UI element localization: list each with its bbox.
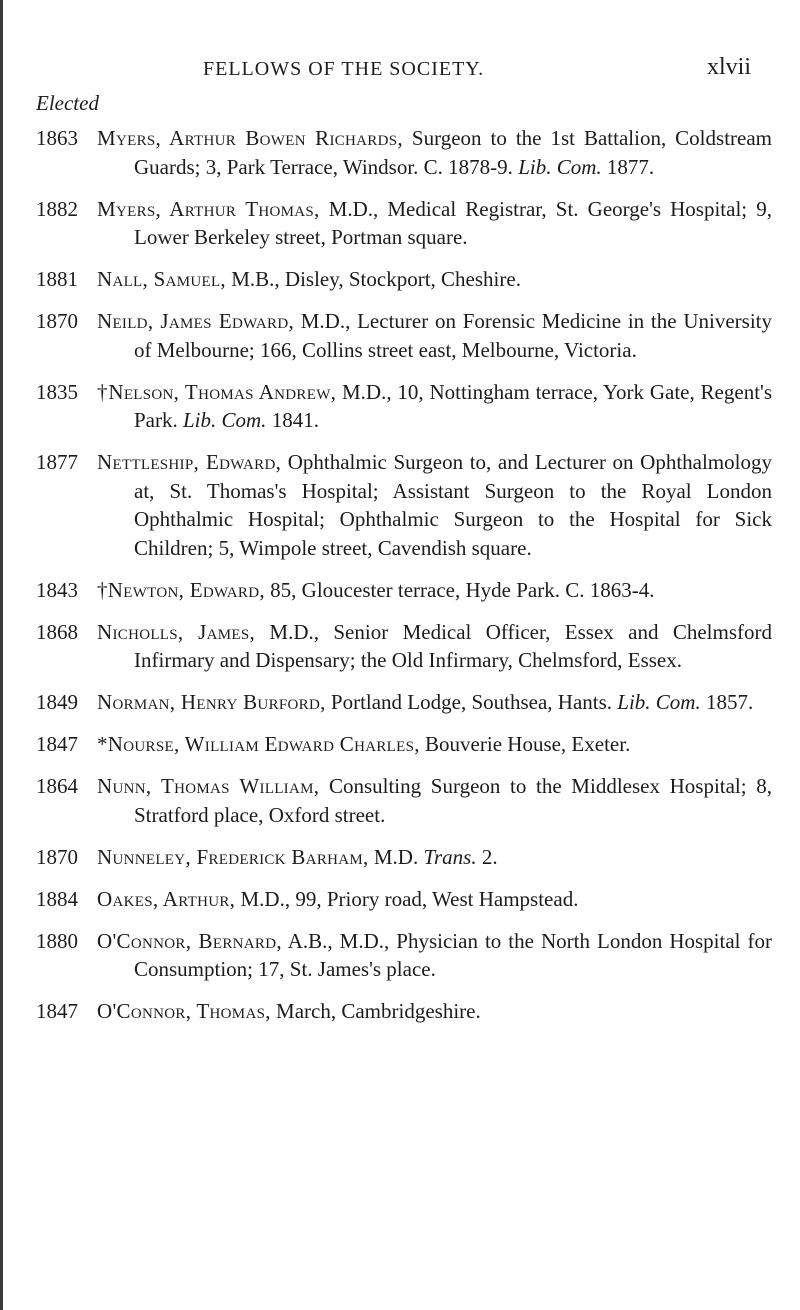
fellow-name: O'Connor, Thomas, [97, 999, 271, 1023]
fellow-details: M.D., 99, Priory road, West Hampstead. [235, 886, 579, 911]
page-header [0, 54, 800, 84]
election-year: 1884 [36, 886, 78, 911]
page-number: xlvii [707, 54, 752, 80]
list-item [0, 997, 800, 1026]
election-year: 1863 [36, 126, 78, 150]
entry-text [97, 885, 772, 914]
list-item [0, 885, 800, 914]
fellow-name: O'Connor, Bernard, [97, 928, 282, 953]
publication-year: 2. [476, 844, 498, 869]
entry-text [97, 997, 772, 1026]
fellow-details: M.D. [368, 844, 424, 869]
entry-text [97, 265, 772, 294]
entry-text [97, 772, 772, 829]
fellow-name: Oakes, Arthur, [97, 886, 236, 911]
election-year: 1849 [36, 690, 78, 714]
running-head: FELLOWS OF THE SOCIETY. [203, 58, 485, 80]
list-item [0, 576, 800, 605]
fellow-details: Surgeon to the 1st Battalion, Coldstream Guards; 3, Park Terrace, Windsor. C. 1878-9. [134, 126, 772, 179]
fellow-name: Nettleship, Edward, [97, 450, 282, 474]
election-year: 1877 [36, 450, 78, 474]
entry-text [97, 688, 772, 717]
fellow-details: A.B., M.D., Physician to the North London Hospital for Consumption; 17, St. James's place. [134, 928, 772, 981]
fellow-details: M.B., Disley, Stockport, Cheshire. [225, 267, 521, 291]
fellow-name: Myers, Arthur Thomas, [97, 196, 320, 221]
fellow-details: March, Cambridgeshire. [270, 999, 481, 1023]
entry-text [97, 576, 772, 605]
list-item [0, 927, 800, 984]
list-item [0, 618, 800, 675]
election-year: 1870 [36, 309, 78, 333]
fellow-name: Nunneley, Frederick Barham, [97, 844, 369, 869]
election-year: 1847 [36, 999, 78, 1023]
entry-text [97, 195, 772, 252]
fellow-details: M.D., Medical Registrar, St. George's Hospital; 9, Lower Berkeley street, Portman square. [134, 196, 772, 249]
publication-year: 1857. [700, 690, 754, 714]
election-year: 1880 [36, 928, 78, 953]
election-year: 1843 [36, 577, 78, 602]
fellow-details: M.D., Lecturer on Forensic Medicine in the University of Melbourne; 166, Collins street east, Melbourne, Victoria. [134, 309, 772, 362]
list-item [0, 124, 800, 181]
list-item [0, 688, 800, 717]
fellow-details: Ophthalmic Surgeon to, and Lecturer on Ophthalmology at, St. Thomas's Hospital; Assistant Surgeon to the Royal London Ophthalmic Hospital; Ophthalmic Surgeon to the Hospital for Sick Children; 5, Wimpole street, Cavendish square. [134, 450, 772, 560]
fellow-details: 85, Gloucester terrace, Hyde Park. C. 1863-4. [264, 577, 655, 602]
fellow-name: Norman, Henry Burford, [97, 690, 326, 714]
election-year: 1868 [36, 619, 78, 644]
entry-text [97, 618, 772, 675]
entry-text [97, 307, 772, 364]
section-label-elected: Elected [36, 91, 99, 115]
fellow-name: Nicholls, James, [97, 619, 256, 644]
election-year: 1882 [36, 196, 78, 221]
fellow-name: †Nelson, Thomas Andrew, [97, 379, 337, 404]
list-item [0, 265, 800, 294]
fellow-details: M.D., Senior Medical Officer, Essex and Chelmsford Infirmary and Dispensary; the Old Infirmary, Chelmsford, Essex. [134, 619, 772, 672]
election-year: 1870 [36, 844, 78, 869]
fellow-name: Nunn, Thomas William, [97, 774, 320, 798]
fellow-name: Myers, Arthur Bowen Richards, [97, 126, 403, 150]
fellow-name: Nall, Samuel, [97, 267, 226, 291]
fellow-details: Bouverie House, Exeter. [419, 732, 631, 756]
entry-text [97, 927, 772, 984]
entry-text [97, 378, 772, 435]
publication-year: 1841. [266, 408, 319, 432]
fellow-name: Neild, James Edward, [97, 309, 294, 333]
publication-reference: Trans. [423, 844, 477, 869]
publication-reference: Lib. Com. [617, 690, 701, 714]
fellow-details: Consulting Surgeon to the Middlesex Hospital; 8, Stratford place, Oxford street. [134, 774, 772, 827]
publication-reference: Lib. Com. [518, 154, 602, 179]
list-item [0, 307, 800, 364]
election-year: 1835 [36, 379, 78, 404]
fellow-details: M.D., 10, Nottingham terrace, York Gate, Regent's Park. [134, 379, 772, 432]
list-item [0, 378, 800, 435]
entry-text [97, 448, 772, 562]
list-item [0, 195, 800, 252]
list-item [0, 448, 800, 562]
election-year: 1847 [36, 732, 78, 756]
list-item [0, 730, 800, 759]
list-item [0, 772, 800, 829]
publication-year: 1877. [601, 154, 655, 179]
publication-reference: Lib. Com. [183, 408, 267, 432]
election-year: 1881 [36, 267, 78, 291]
fellow-details: Portland Lodge, Southsea, Hants. [325, 690, 618, 714]
fellows-list [0, 124, 800, 1039]
election-year: 1864 [36, 774, 78, 798]
list-item [0, 843, 800, 872]
fellow-name: *Nourse, William Edward Charles, [97, 732, 420, 756]
fellow-name: †Newton, Edward, [97, 577, 265, 602]
entry-text [97, 124, 772, 181]
entry-text [97, 843, 772, 872]
entry-text [97, 730, 772, 759]
